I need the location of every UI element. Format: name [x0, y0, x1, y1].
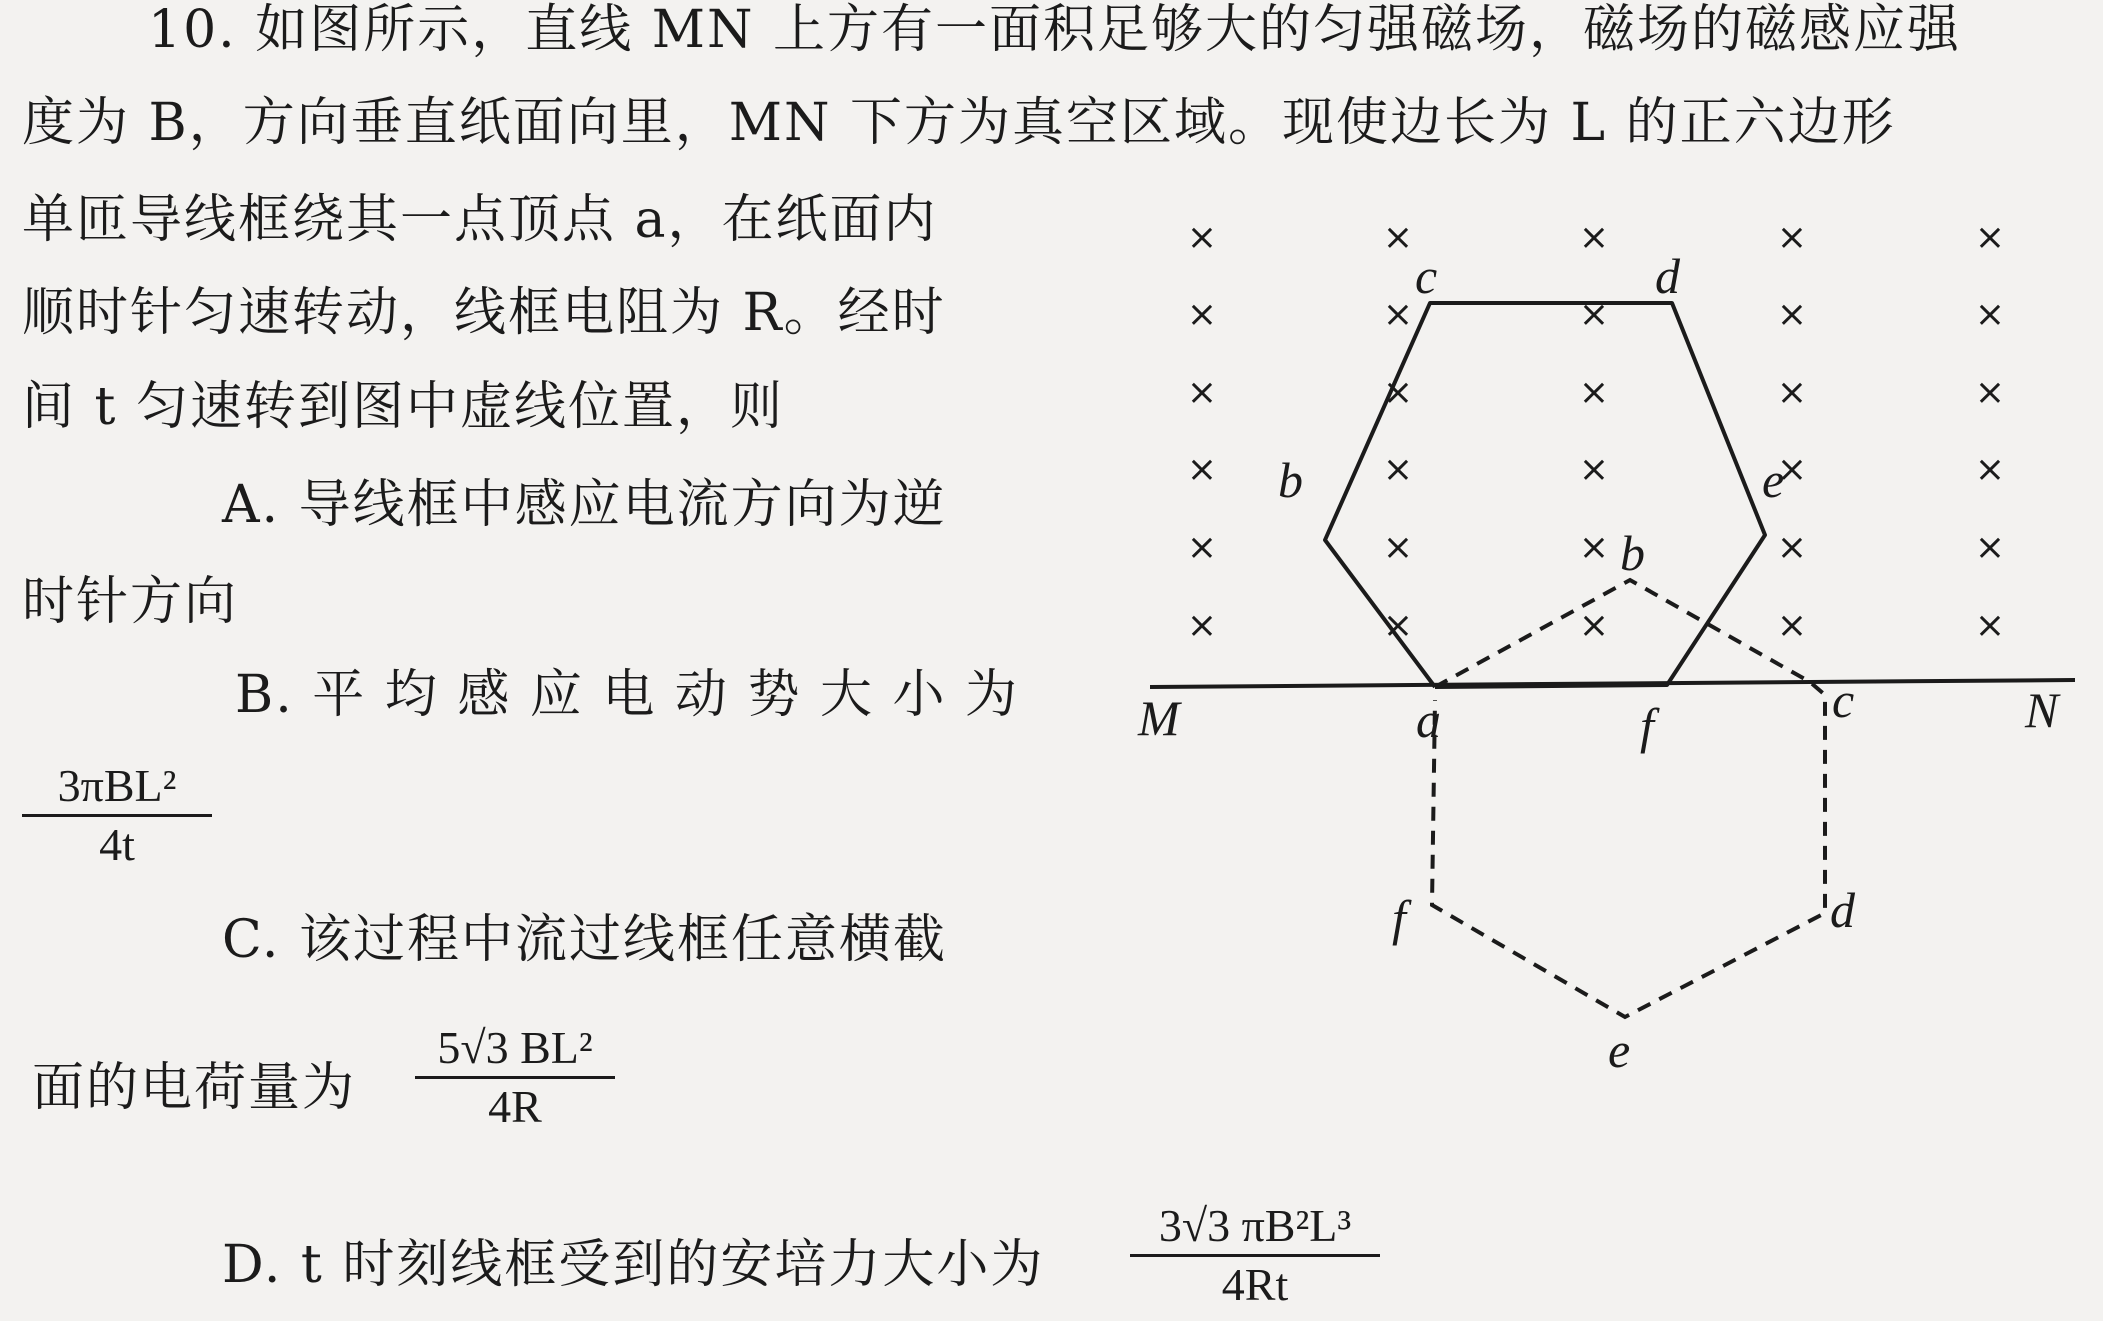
field-cross-mark: × — [1776, 449, 1808, 490]
field-cross-mark: × — [1382, 372, 1414, 413]
field-cross-mark: × — [1776, 527, 1808, 568]
field-cross-mark: × — [1186, 372, 1218, 413]
option-b-numerator: 3πBL² — [57, 760, 177, 811]
label-n: N — [2025, 682, 2059, 738]
option-a-line-2: 时针方向 — [22, 572, 239, 632]
field-cross-mark: × — [1186, 527, 1218, 568]
option-b-line-1: B. 平 均 感 应 电 动 势 大 小 为 — [235, 665, 1020, 725]
dashed-hexagon — [1432, 580, 1825, 1017]
field-cross-mark: × — [1382, 294, 1414, 335]
field-cross-mark: × — [1186, 605, 1218, 646]
option-d-prefix: D. t 时刻线框受到的安培力大小为 — [222, 1235, 1045, 1295]
option-c-denominator: 4R — [488, 1081, 542, 1132]
option-d-fraction — [1130, 1200, 1380, 1311]
hexagon-field-diagram — [1120, 195, 2100, 1075]
option-d-numerator: 3√3 πB²L³ — [1158, 1200, 1352, 1251]
field-cross-mark: × — [1578, 605, 1610, 646]
option-c-line-1: C. 该过程中流过线框任意横截 — [222, 910, 947, 970]
field-cross-mark: × — [1776, 294, 1808, 335]
field-cross-mark: × — [1974, 605, 2006, 646]
label-d: d — [1655, 248, 1680, 304]
label-e-prime: e — [1608, 1022, 1631, 1075]
label-d-prime: d — [1830, 882, 1855, 938]
field-cross-mark: × — [1382, 449, 1414, 490]
option-b-denominator: 4t — [99, 819, 135, 870]
question-line-1: 10. 如图所示，直线 MN 上方有一面积足够大的匀强磁场，磁场的磁感应强 — [148, 0, 1962, 60]
option-b-fraction — [22, 760, 212, 871]
field-cross-mark: × — [1974, 372, 2006, 413]
field-cross-mark: × — [1578, 372, 1610, 413]
field-cross-mark: × — [1186, 449, 1218, 490]
field-cross-mark: × — [1186, 294, 1218, 335]
option-c-fraction — [415, 1022, 615, 1133]
field-cross-mark: × — [1974, 527, 2006, 568]
option-a-line-1: A. 导线框中感应电流方向为逆 — [222, 475, 947, 535]
question-line-4: 顺时针匀速转动，线框电阻为 R。经时 — [22, 283, 946, 343]
label-b-prime: b — [1620, 525, 1645, 581]
option-d-denominator: 4Rt — [1221, 1259, 1289, 1310]
magnetic-field-crosses — [1187, 217, 2005, 646]
field-cross-mark: × — [1974, 217, 2006, 258]
field-cross-mark: × — [1382, 605, 1414, 646]
option-c-prefix: 面的电荷量为 — [32, 1058, 357, 1118]
question-line-5: 间 t 匀速转到图中虚线位置，则 — [22, 377, 784, 437]
field-cross-mark: × — [1776, 217, 1808, 258]
field-cross-mark: × — [1578, 449, 1610, 490]
label-c-prime: c — [1832, 672, 1855, 728]
option-c-numerator: 5√3 BL² — [437, 1022, 593, 1073]
field-cross-mark: × — [1578, 294, 1610, 335]
label-c: c — [1415, 248, 1438, 304]
label-b: b — [1278, 452, 1303, 508]
field-cross-mark: × — [1776, 372, 1808, 413]
field-cross-mark: × — [1974, 449, 2006, 490]
solid-hexagon — [1325, 303, 1765, 687]
label-f-prime: f — [1392, 890, 1406, 946]
field-cross-mark: × — [1382, 217, 1414, 258]
question-line-2: 度为 B，方向垂直纸面向里，MN 下方为真空区域。现使边长为 L 的正六边形 — [22, 93, 1896, 153]
label-a: a — [1416, 692, 1441, 748]
field-cross-mark: × — [1578, 217, 1610, 258]
label-m: M — [1138, 690, 1180, 746]
question-line-3: 单匝导线框绕其一点顶点 a，在纸面内 — [22, 190, 938, 250]
field-cross-mark: × — [1974, 294, 2006, 335]
field-cross-mark: × — [1186, 217, 1218, 258]
label-e: e — [1762, 452, 1785, 508]
label-f: f — [1640, 698, 1654, 754]
field-cross-mark: × — [1578, 527, 1610, 568]
field-cross-mark: × — [1382, 527, 1414, 568]
field-cross-mark: × — [1776, 605, 1808, 646]
